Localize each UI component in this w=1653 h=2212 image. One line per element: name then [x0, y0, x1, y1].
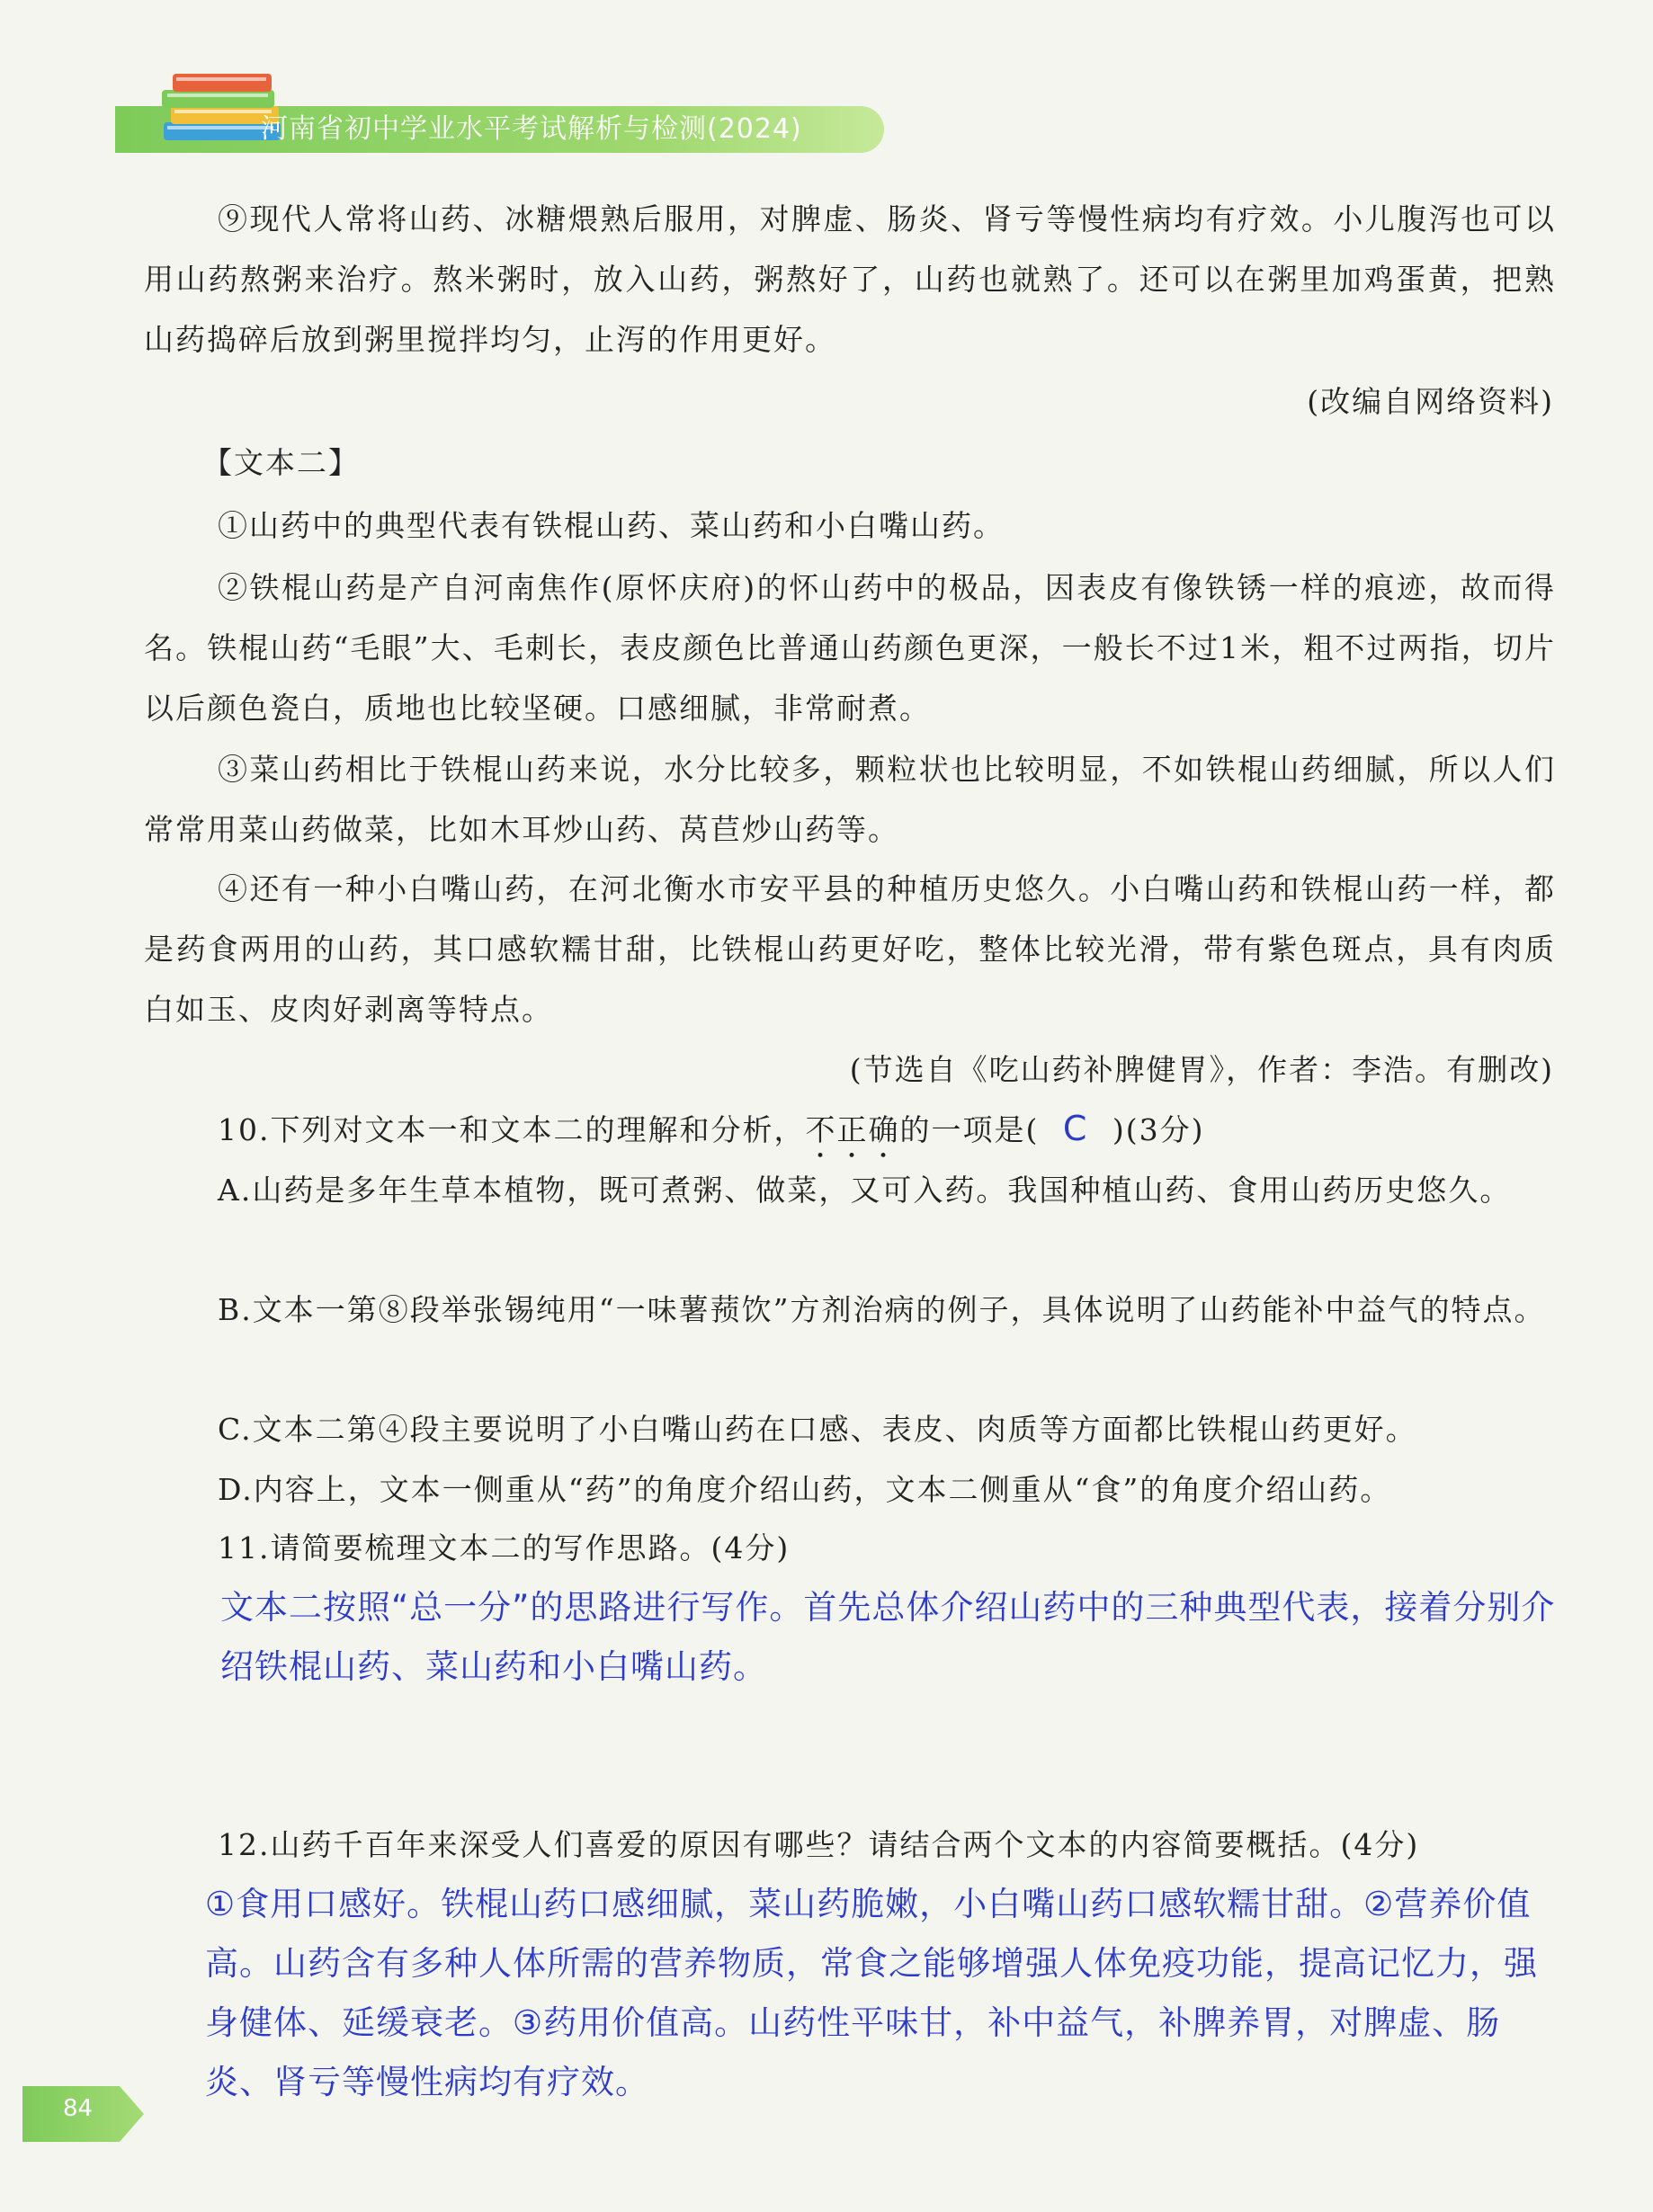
q10-option-a: A.山药是多年生草本植物，既可煮粥、做菜，又可入药。我国种植山药、食用山药历史悠久。: [218, 1173, 1512, 1208]
text2-paragraph-2: ②铁棍山药是产自河南焦作(原怀庆府)的怀山药中的极品，因表皮有像铁锈一样的痕迹，故而得名。铁棍山药“毛眼”大、毛刺长，表皮颜色比普通山药颜色更深，一般长不过1米，粗不过两指，切片以后颜色瓷白，质地也比较坚硬。口感细腻，非常耐煮。: [144, 570, 1556, 726]
q10-stem-after: 的一项是(: [899, 1112, 1040, 1147]
q10-option-b: B.文本一第⑧段举张锡纯用“一味薯蓣饮”方剂治病的例子，具体说明了山药能补中益气的特点。: [218, 1292, 1546, 1327]
q11-stem: 11.请简要梳理文本二的写作思路。(4分): [218, 1530, 791, 1565]
q10-stem: [218, 1109, 1205, 1165]
q11-answer: 文本二按照“总一分”的思路进行写作。首先总体介绍山药中的三种典型代表，接着分别介绍铁棍山药、菜山药和小白嘴山药。: [220, 1588, 1556, 1686]
header-title: 河南省初中学业水平考试解析与检测(2024): [261, 113, 802, 145]
q12-answer: ①食用口感好。铁棍山药口感细腻，菜山药脆嫩，小白嘴山药口感软糯甘甜。②营养价值高。山药含有多种人体所需的营养物质，常食之能够增强人体免疫功能，提高记忆力，强身健体、延缓衰老。③药用价值高。山药性平味甘，补中益气，补脾养胃，对脾虚、肠炎、肾亏等慢性病均有疗效。: [205, 1885, 1538, 2101]
q10-stem-before: 10.下列对文本一和文本二的理解和分析，: [218, 1112, 806, 1147]
q10-stem-emphasis: 不正确: [805, 1112, 900, 1147]
text1-paragraph-9: ⑨现代人常将山药、冰糖煨熟后服用，对脾虚、肠炎、肾亏等慢性病均有疗效。小儿腹泻也可以用山药熬粥来治疗。熬米粥时，放入山药，粥熬好了，山药也就熟了。还可以在粥里加鸡蛋黄，把熟山药捣碎后放到粥里搅拌均匀，止泻的作用更好。: [144, 201, 1556, 357]
text2-heading: 【文本二】: [202, 445, 360, 480]
q10-option-d: D.内容上，文本一侧重从“药”的角度介绍山药，文本二侧重从“食”的角度介绍山药。: [218, 1472, 1392, 1507]
text2-source: (节选自《吃山药补脾健胃》，作者：李浩。有删改): [849, 1052, 1554, 1087]
q10-option-c: C.文本二第④段主要说明了小白嘴山药在口感、表皮、肉质等方面都比铁棍山药更好。: [218, 1412, 1417, 1447]
q10-answer: C: [1062, 1109, 1089, 1148]
q12-stem: 12.山药千百年来深受人们喜爱的原因有哪些？请结合两个文本的内容简要概括。(4分): [218, 1827, 1420, 1862]
text2-paragraph-1: ①山药中的典型代表有铁棍山药、菜山药和小白嘴山药。: [218, 508, 1005, 543]
text2-paragraph-4: ④还有一种小白嘴山药，在河北衡水市安平县的种植历史悠久。小白嘴山药和铁棍山药一样，都是药食两用的山药，其口感软糯甘甜，比铁棍山药更好吃，整体比较光滑，带有紫色斑点，具有肉质白如玉、皮肉好剥离等特点。: [144, 871, 1556, 1027]
q10-score: )(3分): [1112, 1112, 1205, 1147]
text1-source: (改编自网络资料): [1307, 384, 1554, 419]
text2-paragraph-3: ③菜山药相比于铁棍山药来说，水分比较多，颗粒状也比较明显，不如铁棍山药细腻，所以人们常常用菜山药做菜，比如木耳炒山药、莴苣炒山药等。: [144, 752, 1556, 847]
page-number: 84: [63, 2095, 94, 2122]
